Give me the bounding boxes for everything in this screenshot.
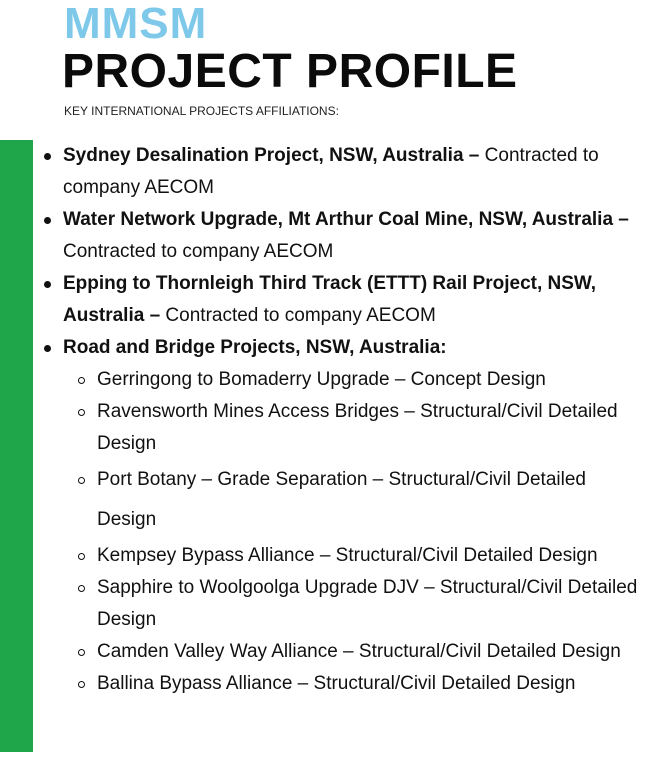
bullet-icon xyxy=(44,153,51,160)
sub-item xyxy=(63,396,640,460)
sub-item-text: Ballina Bypass Alliance – Structural/Civil Detailed Design xyxy=(97,673,576,694)
hollow-bullet-icon xyxy=(78,553,85,560)
page-title: PROJECT PROFILE xyxy=(62,45,518,98)
sub-item-text: Ravensworth Mines Access Bridges – Structural/Civil Detailed Design xyxy=(97,401,618,454)
sub-item-text: Sapphire to Woolgoolga Upgrade DJV – Structural/Civil Detailed Design xyxy=(97,577,638,630)
bullet-icon xyxy=(44,345,51,352)
sub-item-text: Gerringong to Bomaderry Upgrade – Concept Design xyxy=(97,369,546,390)
hollow-bullet-icon xyxy=(78,585,85,592)
project-item xyxy=(40,268,640,332)
project-item xyxy=(40,332,640,700)
page-subtitle: KEY INTERNATIONAL PROJECTS AFFILIATIONS: xyxy=(64,104,339,118)
sub-item xyxy=(63,668,640,700)
bullet-icon xyxy=(44,217,51,224)
sub-item-text: Camden Valley Way Alliance – Structural/Civil Detailed Design xyxy=(97,641,621,662)
project-name: Sydney Desalination Project, NSW, Australia – xyxy=(63,145,480,166)
brand-name: MMSM xyxy=(64,0,208,48)
project-name: Road and Bridge Projects, NSW, Australia: xyxy=(63,337,447,358)
sub-item xyxy=(63,636,640,668)
hollow-bullet-icon xyxy=(78,477,85,484)
project-name: Water Network Upgrade, Mt Arthur Coal Mine, NSW, Australia – xyxy=(63,209,629,230)
hollow-bullet-icon xyxy=(78,649,85,656)
sub-item-text: Port Botany – Grade Separation – Structural/Civil Detailed Design xyxy=(97,469,586,530)
project-detail: Contracted to company AECOM xyxy=(63,145,599,198)
bullet-icon xyxy=(44,281,51,288)
sub-item xyxy=(63,540,640,572)
sub-item xyxy=(63,460,640,540)
road-bridge-sublist xyxy=(63,364,640,700)
sub-item xyxy=(63,364,640,396)
project-detail: Contracted to company AECOM xyxy=(160,305,436,326)
hollow-bullet-icon xyxy=(78,377,85,384)
sub-item xyxy=(63,572,640,636)
green-accent-bar xyxy=(0,140,33,752)
sub-item-text: Kempsey Bypass Alliance – Structural/Civil Detailed Design xyxy=(97,545,598,566)
project-list xyxy=(40,140,640,700)
project-detail: Contracted to company AECOM xyxy=(63,241,334,262)
project-name: Epping to Thornleigh Third Track (ETTT) Rail Project, NSW, Australia – xyxy=(63,273,597,326)
hollow-bullet-icon xyxy=(78,681,85,688)
hollow-bullet-icon xyxy=(78,409,85,416)
project-item xyxy=(40,140,640,204)
project-item xyxy=(40,204,640,268)
